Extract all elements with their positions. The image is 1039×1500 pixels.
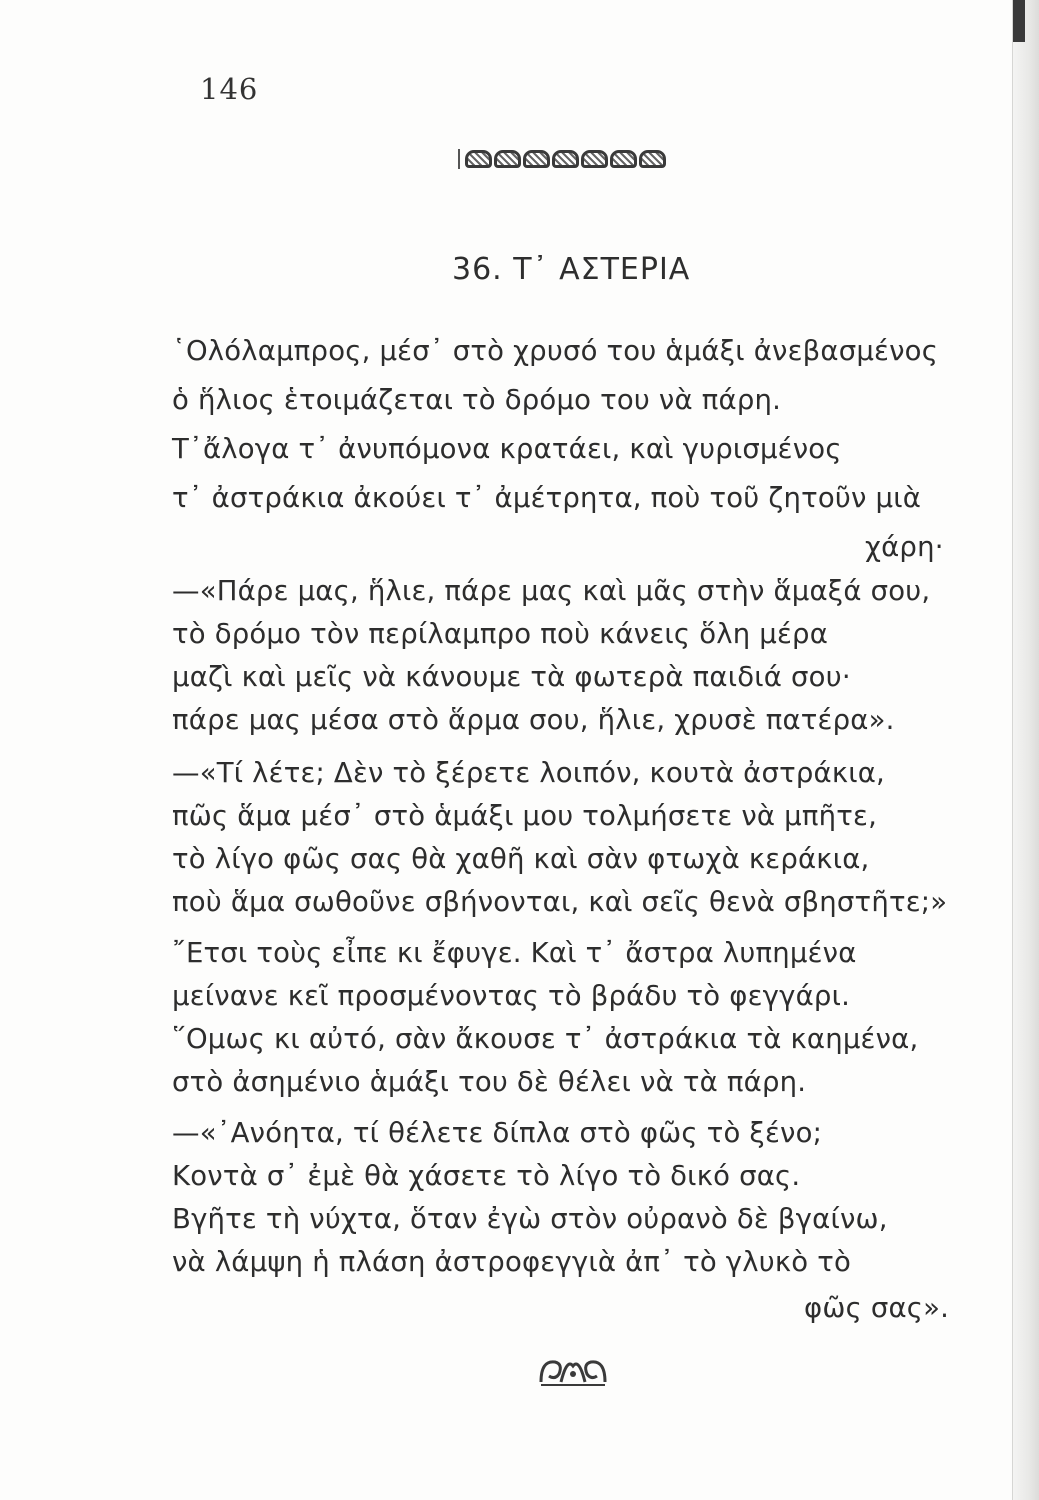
page-edge-shadow	[1012, 0, 1039, 1500]
corner-mark	[1013, 0, 1025, 42]
verse-line: ποὺ ἅμα σωθοῦνε σβήνονται, καὶ σεῖς θενὰ σβηστῆτε;»	[172, 886, 948, 918]
verse-line: ῾Ολόλαμπρος, μέσ᾽ στὸ χρυσό του ἁμάξι ἀνεβασμένος	[172, 335, 939, 367]
poem-title: 36. Τ᾽ ΑΣΤΕΡΙΑ	[452, 252, 691, 287]
verse-line: νὰ λάμψη ἡ πλάση ἀστροφεγγιὰ ἀπ᾽ τὸ γλυκὸ τὸ	[172, 1246, 852, 1278]
verse-line: τὸ λίγο φῶς σας θὰ χαθῆ καὶ σὰν φτωχὰ κεράκια,	[172, 843, 870, 875]
verse-line: μαζὶ καὶ μεῖς νὰ κάνουμε τὰ φωτερὰ παιδιά σου·	[172, 661, 851, 693]
verse-line: πῶς ἅμα μέσ᾽ στὸ ἁμάξι μου τολμήσετε νὰ μπῆτε,	[172, 800, 878, 832]
page-number: 146	[200, 72, 259, 106]
verse-line: —«Τί λέτε; Δὲν τὸ ξέρετε λοιπόν, κουτὰ ἀστράκια,	[172, 757, 885, 789]
verse-line: —«᾽Ανόητα, τί θέλετε δίπλα στὸ φῶς τὸ ξένο;	[172, 1117, 823, 1149]
verse-line: Βγῆτε τὴ νύχτα, ὅταν ἐγὼ στὸν οὐρανὸ δὲ βγαίνω,	[172, 1203, 888, 1235]
verse-line: Κοντὰ σ᾽ ἐμὲ θὰ χάσετε τὸ λίγο τὸ δικό σας.	[172, 1160, 801, 1192]
verse-line: Τ᾽ἄλογα τ᾽ ἀνυπόμονα κρατάει, καὶ γυρισμένος	[172, 433, 842, 465]
verse-line: τὸ δρόμο τὸν περίλαμπρο ποὺ κάνεις ὅλη μέρα	[172, 618, 829, 650]
verse-line: ῞Ομως κι αὐτό, σὰν ἄκουσε τ᾽ ἀστράκια τὰ καημένα,	[172, 1023, 919, 1055]
verse-line-continuation: φῶς σας».	[804, 1292, 950, 1324]
verse-line: ὁ ἥλιος ἑτοιμάζεται τὸ δρόμο του νὰ πάρη.	[172, 384, 782, 416]
verse-line: μείνανε κεῖ προσμένοντας τὸ βράδυ τὸ φεγγάρι.	[172, 980, 851, 1012]
verse-line: —«Πάρε μας, ἥλιε, πάρε μας καὶ μᾶς στὴν ἅμαξά σου,	[172, 575, 931, 607]
verse-line: στὸ ἀσημένιο ἁμάξι του δὲ θέλει νὰ τὰ πάρη.	[172, 1066, 807, 1098]
verse-line: ῎Ετσι τοὺς εἶπε κι ἔφυγε. Καὶ τ᾽ ἄστρα λυπημένα	[172, 937, 857, 969]
verse-line-continuation: χάρη·	[865, 531, 944, 563]
bottom-ornament-icon	[537, 1352, 609, 1390]
verse-line: τ᾽ ἀστράκια ἀκούει τ᾽ ἀμέτρητα, ποὺ τοῦ ζητοῦν μιὰ	[172, 482, 922, 514]
top-ornament-icon	[458, 146, 670, 172]
verse-line: πάρε μας μέσα στὸ ἅρμα σου, ἥλιε, χρυσὲ πατέρα».	[172, 704, 895, 736]
